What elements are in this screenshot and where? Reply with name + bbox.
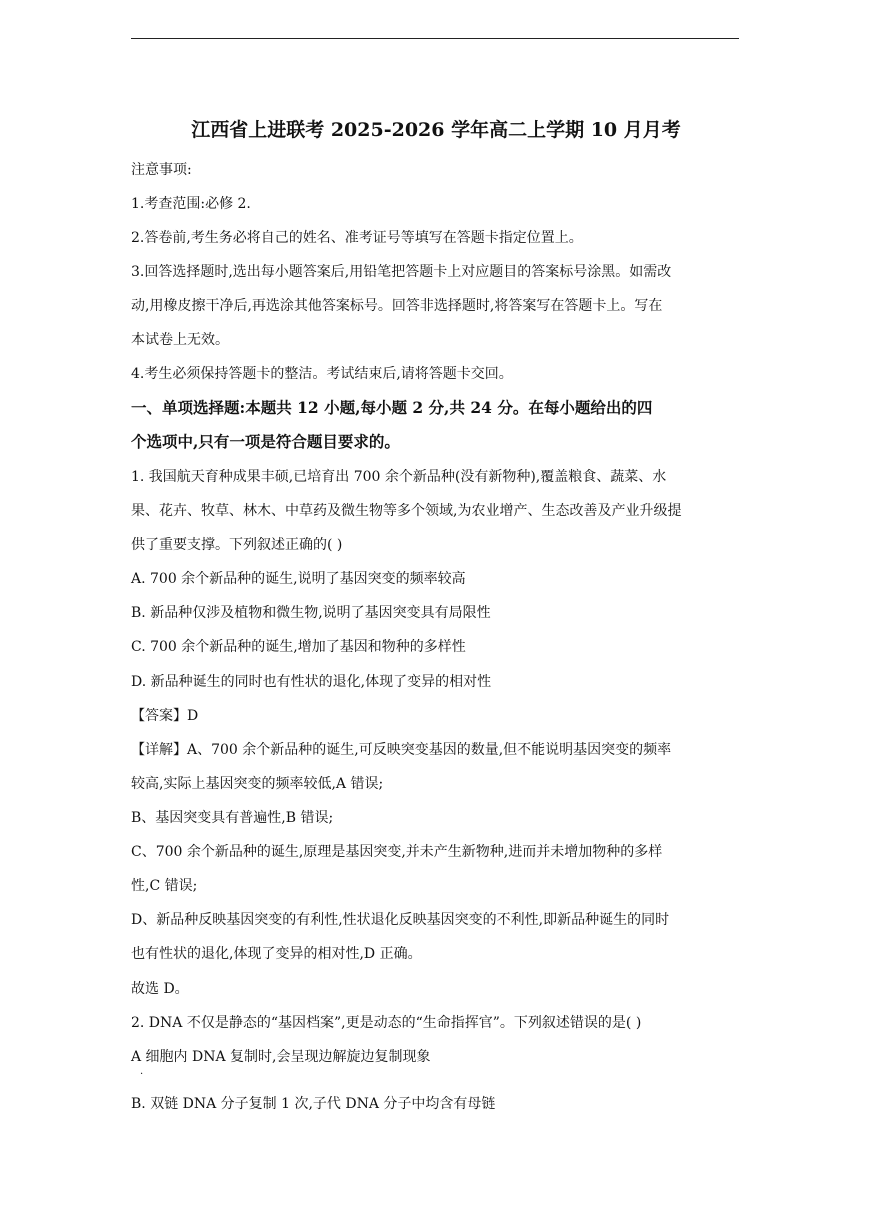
option-b: B. 双链 DNA 分子复制 1 次,子代 DNA 分子中均含有母链: [131, 1096, 496, 1112]
explanation-line: C、700 余个新品种的诞生,原理是基因突变,并未产生新物种,进而并未增加物种的多样: [131, 844, 663, 860]
explanation-line: B、基因突变具有普遍性,B 错误;: [131, 810, 334, 826]
page-title: 江西省上进联考 2025-2026 学年高二上学期 10 月月考: [191, 119, 681, 141]
option-a: A. 700 余个新品种的诞生,说明了基因突变的频率较高: [131, 571, 466, 587]
header-rule: [131, 38, 739, 39]
question-stem: 供了重要支撑。下列叙述正确的( ): [131, 537, 343, 553]
explanation-line: 也有性状的退化,体现了变异的相对性,D 正确。: [131, 946, 422, 962]
notice-item: 3.回答选择题时,选出每小题答案后,用铅笔把答题卡上对应题目的答案标号涂黑。如需改: [131, 264, 672, 280]
option-d: D. 新品种诞生的同时也有性状的退化,体现了变异的相对性: [131, 674, 492, 690]
section-heading: 个选项中,只有一项是符合题目要求的。: [131, 432, 400, 451]
notice-item: 1.考查范围:必修 2.: [131, 196, 251, 212]
section-heading: 一、单项选择题:本题共 12 小题,每小题 2 分,共 24 分。在每小题给出的四: [131, 398, 653, 417]
stray-mark: .: [140, 1066, 144, 1077]
explanation-line: 较高,实际上基因突变的频率较低,A 错误;: [131, 776, 384, 792]
explanation-line: D、新品种反映基因突变的有利性,性状退化反映基因突变的不利性,即新品种诞生的同时: [131, 912, 670, 928]
explanation-line: 故选 D。: [131, 981, 189, 997]
answer-label: 【答案】D: [131, 708, 199, 724]
notice-item: 动,用橡皮擦干净后,再选涂其他答案标号。回答非选择题时,将答案写在答题卡上。写在: [131, 298, 663, 314]
option-a: A 细胞内 DNA 复制时,会呈现边解旋边复制现象: [131, 1049, 431, 1065]
notice-heading: 注意事项:: [131, 162, 192, 178]
notice-item: 2.答卷前,考生务必将自己的姓名、准考证号等填写在答题卡指定位置上。: [131, 230, 583, 246]
question-stem: 2. DNA 不仅是静态的“基因档案”,更是动态的“生命指挥官”。下列叙述错误的是( ): [131, 1015, 642, 1031]
notice-item: 4.考生必须保持答题卡的整洁。考试结束后,请将答题卡交回。: [131, 366, 513, 382]
explanation-line: 性,C 错误;: [131, 878, 198, 894]
explanation-line: 【详解】A、700 余个新品种的诞生,可反映突变基因的数量,但不能说明基因突变的频率: [131, 742, 672, 758]
option-c: C. 700 余个新品种的诞生,增加了基因和物种的多样性: [131, 639, 466, 655]
question-stem: 1. 我国航天育种成果丰硕,已培育出 700 余个新品种(没有新物种),覆盖粮食、蔬菜、水: [131, 469, 667, 485]
option-b: B. 新品种仅涉及植物和微生物,说明了基因突变具有局限性: [131, 605, 491, 621]
question-stem: 果、花卉、牧草、林木、中草药及微生物等多个领域,为农业增产、生态改善及产业升级提: [131, 503, 682, 519]
notice-item: 本试卷上无效。: [131, 332, 229, 348]
